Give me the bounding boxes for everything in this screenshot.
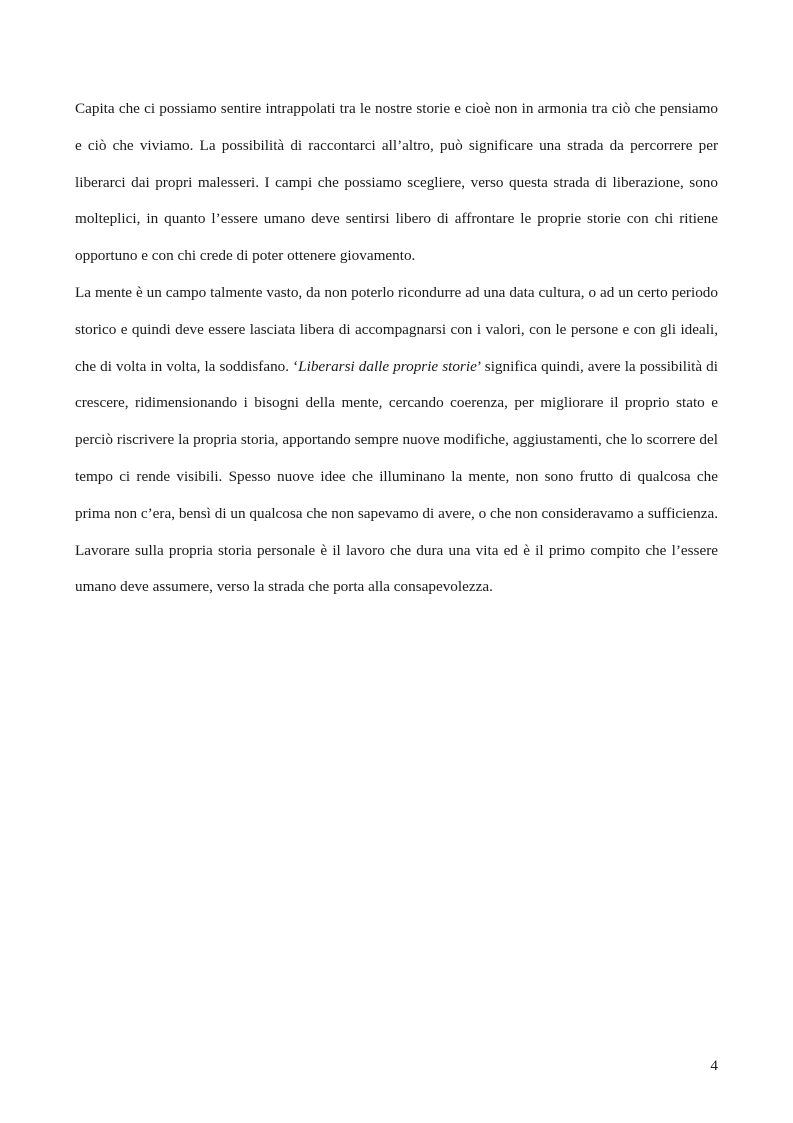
paragraph-2-text-before: La mente è un campo talmente vasto, da non poterlo ricondurre ad una data cultura, o ad un certo periodo storico e quindi deve essere lasciata libera di accompagnarsi con i valori, con le persone e con gli ideali, che di volta in volta, la soddisfano. ‘: [75, 283, 718, 375]
paragraph-2: [75, 275, 718, 606]
page-number: 4: [710, 1057, 718, 1074]
italic-title-phrase: Liberarsi dalle proprie storie: [298, 357, 477, 375]
paragraph-2-text-after: ’ significa quindi, avere la possibilità di crescere, ridimensionando i bisogni della mente, cercando coerenza, per migliorare il proprio stato e perciò riscrivere la propria storia, apportando sempre nuove modifiche, aggiustamenti, che lo scorrere del tempo ci rende visibili. Spesso nuove idee che illuminano la mente, non sono frutto di qualcosa che prima non c’era, bensì di un qualcosa che non sapevamo di avere, o che non consideravamo a sufficienza. Lavorare sulla propria storia personale è il lavoro che dura una vita ed è il primo compito che l’essere umano deve assumere, verso la strada che porta alla consapevolezza.: [75, 357, 718, 596]
paragraph-1: Capita che ci possiamo sentire intrappolati tra le nostre storie e cioè non in armonia tra ciò che pensiamo e ciò che viviamo. La possibilità di raccontarci all’altro, può significare una strada da percorrere per liberarci dai propri malesseri. I campi che possiamo scegliere, verso questa strada di liberazione, sono molteplici, in quanto l’essere umano deve sentirsi libero di affrontare le proprie storie con chi ritiene opportuno e con chi crede di poter ottenere giovamento.: [75, 100, 718, 265]
body-text: [75, 91, 718, 606]
